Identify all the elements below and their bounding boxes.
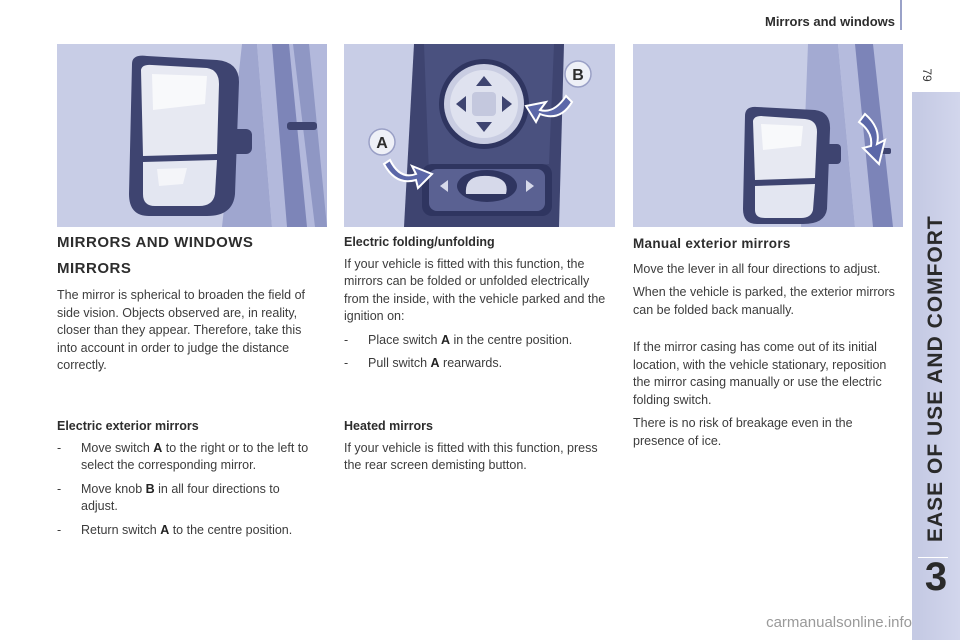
heated-mirrors-paragraph: If your vehicle is fitted with this function, press the rear screen demisting button. [344, 440, 598, 472]
left-column [57, 234, 319, 381]
list-item: - Place switch A in the centre position. [344, 332, 573, 347]
figure-mirror-control-switch [344, 44, 615, 227]
electric-mirrors-section [57, 418, 319, 545]
list-item: - Move knob B in all four directions to adjust. [57, 481, 280, 513]
right-column [633, 235, 901, 456]
manual-mirrors-paragraph-1: Move the lever in all four directions to adjust. [633, 261, 881, 276]
figure-electric-mirror [57, 44, 327, 227]
manual-mirrors-paragraph-2: When the vehicle is parked, the exterior mirrors can be folded back manually. [633, 285, 895, 317]
figure-label-a: A [376, 135, 388, 152]
electric-folding-paragraph: If your vehicle is fitted with this function, the mirrors can be folded or unfolded electrically from the inside, with the vehicle parked and the ignition on: [344, 256, 606, 323]
middle-column [344, 234, 616, 379]
header-divider [900, 0, 902, 30]
chapter-tab-text: EASE OF USE AND COMFORT [924, 215, 947, 542]
page-number: 79 [920, 68, 934, 82]
section-heading-mirrors-and-windows: MIRRORS AND WINDOWS [57, 234, 254, 251]
page-header-title: Mirrors and windows [764, 14, 895, 29]
manual-mirrors-heading: Manual exterior mirrors [633, 236, 791, 251]
list-item: - Move switch A to the right or to the left to select the corresponding mirror. [57, 440, 309, 472]
list-item: - Pull switch A rearwards. [344, 356, 503, 370]
manual-mirror-illustration [633, 44, 903, 227]
figure-manual-mirror [633, 44, 903, 227]
mirror-control-illustration [344, 44, 615, 227]
list-item: - Return switch A to the centre position. [57, 522, 293, 537]
chapter-number: 3 [924, 555, 948, 599]
manual-mirrors-paragraph-4: There is no risk of breakage even in the presence of ice. [633, 416, 853, 448]
electric-folding-heading: Electric folding/unfolding [344, 235, 495, 249]
watermark-text: carmanualsonline.info [766, 614, 912, 631]
manual-mirrors-paragraph-3: If the mirror casing has come out of its initial location, with the vehicle stationary, reposition the mirror casing manually or use the electric folding switch. [633, 340, 887, 407]
electric-mirrors-heading: Electric exterior mirrors [57, 419, 199, 433]
heated-mirrors-section [344, 418, 606, 481]
figure-label-b: B [572, 67, 584, 84]
section-heading-mirrors: MIRRORS [57, 259, 132, 277]
mirror-intro-paragraph: The mirror is spherical to broaden the field of side vision. Objects observed are, in reality, closer than they appear. Therefore, take this into account in order to judge the distance correctly. [57, 288, 306, 372]
electric-mirror-illustration [57, 44, 327, 227]
heated-mirrors-heading: Heated mirrors [344, 419, 433, 433]
